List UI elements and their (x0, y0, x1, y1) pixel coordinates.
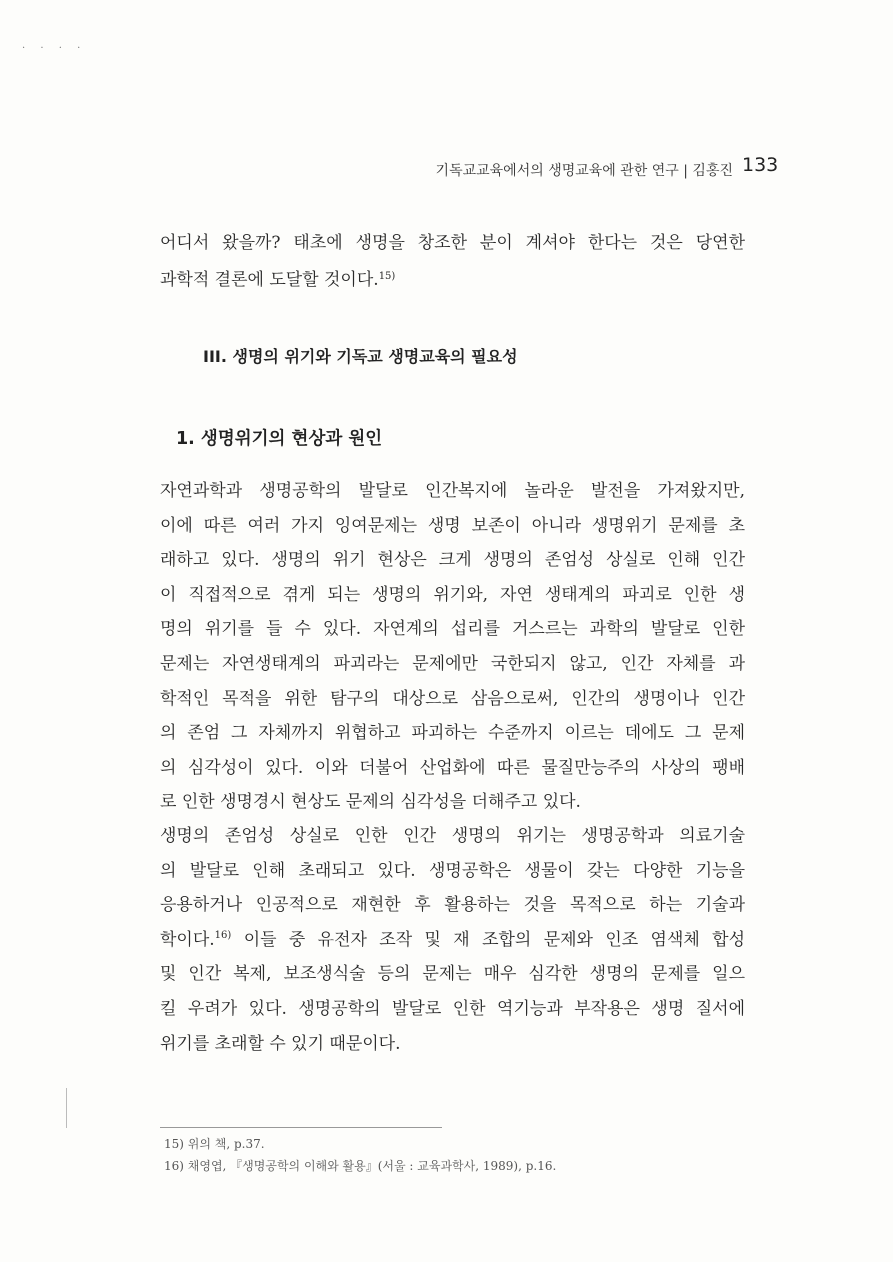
footnote-ref-16: 16) (214, 929, 232, 941)
paragraph1-line: 로 인한 생명경시 현상도 문제의 심각성을 더해주고 있다. (160, 792, 581, 813)
paragraph2-line: 의 발달로 인해 초래되고 있다. 생명공학은 생물이 갖는 다양한 기능을 (160, 860, 745, 881)
paragraph1-line: 학적인 목적을 위한 탐구의 대상으로 삼음으로써, 인간의 생명이나 인간 (160, 688, 745, 709)
scan-edge-mark (66, 1088, 67, 1128)
paragraph2-line4-text: 이들 중 유전자 조작 및 재 조합의 문제와 인조 염색체 합성 (243, 929, 746, 950)
paragraph2-line: 킬 우려가 있다. 생명공학의 발달로 인한 역기능과 부작용은 생명 질서에 (160, 998, 745, 1019)
intro-line-1: 어디서 왔을까? 태초에 생명을 창조한 분이 계셔야 한다는 것은 당연한 (160, 233, 745, 253)
paragraph2-line: 응용하거나 인공적으로 재현한 후 활용하는 것을 목적으로 하는 기술과 (160, 895, 745, 916)
footnote-divider (160, 1127, 442, 1128)
running-head: 기독교교육에서의 생명교육에 관한 연구 | 김홍진 (435, 163, 733, 179)
paragraph1-line: 래하고 있다. 생명의 위기 현상은 크게 생명의 존엄성 상실로 인해 인간 (160, 550, 745, 571)
paragraph-biotech-crisis (160, 819, 745, 1061)
footnote-15: 15) 위의 책, p.37. (164, 1137, 265, 1151)
scan-marks: . . . . (22, 40, 87, 51)
subsection-heading: 1. 생명위기의 현상과 원인 (176, 429, 383, 449)
intro-paragraph (160, 225, 745, 299)
paragraph1-line: 이에 따른 여러 가지 잉여문제는 생명 보존이 아니라 생명위기 문제를 초 (160, 515, 745, 536)
paragraph1-line: 명의 위기를 들 수 있다. 자연계의 섭리를 거스르는 과학의 발달로 인한 (160, 619, 745, 640)
paragraph-crisis-phenomena (160, 474, 745, 820)
footnote-16: 16) 채영엽, 『생명공학의 이해와 활용』(서울 : 교육과학사, 1989), p.16. (164, 1159, 557, 1173)
paragraph1-line: 자연과학과 생명공학의 발달로 인간복지에 놀라운 발전을 가져왔지만, (160, 481, 745, 501)
page-number: 133 (742, 154, 779, 176)
paragraph1-line: 의 존엄 그 자체까지 위협하고 파괴하는 수준까지 이르는 데에도 그 문제 (160, 723, 745, 744)
paragraph2-line: 및 인간 복제, 보조생식술 등의 문제는 매우 심각한 생명의 문제를 일으 (160, 964, 745, 985)
section-heading: III. 생명의 위기와 기독교 생명교육의 필요성 (203, 347, 518, 366)
paragraph1-line: 문제는 자연생태계의 파괴라는 문제에만 국한되지 않고, 인간 자체를 과 (160, 653, 745, 674)
paragraph2-line: 위기를 초래할 수 있기 때문이다. (160, 1033, 401, 1054)
intro-line-2 (160, 262, 745, 299)
footnote-ref-15: 15) (378, 271, 396, 282)
paragraph2-line4-prefix: 학이다. (160, 929, 215, 950)
paragraph2-line-with-ref (160, 923, 745, 958)
paragraph1-line: 의 심각성이 있다. 이와 더불어 산업화에 따른 물질만능주의 사상의 팽배 (160, 757, 745, 778)
intro-line-2-text: 과학적 결론에 도달할 것이다. (160, 270, 379, 290)
footnotes (164, 1133, 556, 1177)
paragraph2-line: 생명의 존엄성 상실로 인한 인간 생명의 위기는 생명공학과 의료기술 (160, 826, 745, 846)
paragraph1-line: 이 직접적으로 겪게 되는 생명의 위기와, 자연 생태계의 파괴로 인한 생 (160, 584, 745, 605)
